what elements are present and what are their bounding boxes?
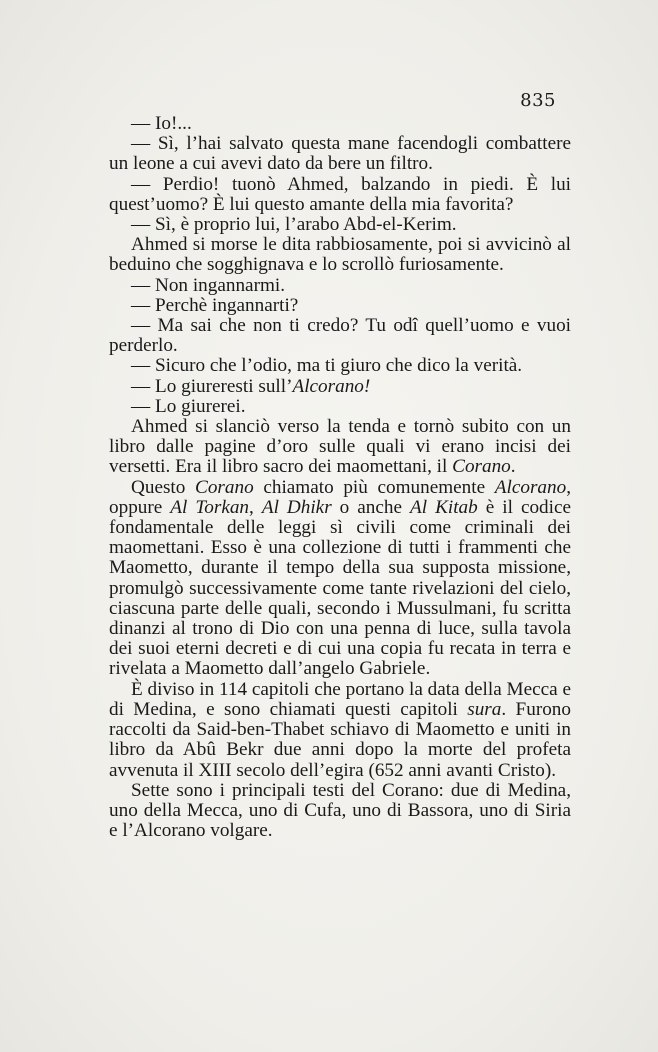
paragraph-13-segment: Alcorano — [494, 476, 567, 498]
body-text — [109, 114, 571, 841]
paragraph-13-segment: Questo — [131, 476, 196, 498]
paragraph-2: — Sì, l’hai salvato questa mane facendogli combattere un leone a cui avevi dato da bere un filtro. — [109, 133, 571, 175]
paragraph-1: — Io!... — [131, 113, 192, 134]
paragraph-13-segment: Corano — [195, 476, 254, 498]
paragraph-10-before: — Lo giureresti sull’ — [131, 375, 293, 397]
paragraph-14-segment: sura — [467, 698, 502, 720]
paragraph-13-segment: , — [249, 496, 262, 518]
paragraph-4: — Sì, è proprio lui, l’arabo Abd-el-Kerim. — [131, 214, 457, 236]
paragraph-13-segment: o anche — [331, 496, 411, 518]
paragraph-12-italic: Corano — [452, 456, 511, 478]
paragraph-13 — [109, 478, 571, 680]
paragraph-3: — Perdio! tuonò Ahmed, balzando in piedi. È lui quest’uomo? È lui questo amante della mia favorita? — [109, 173, 571, 215]
page-number: 835 — [520, 90, 556, 111]
paragraph-6: — Non ingannarmi. — [131, 274, 286, 296]
paragraph-7: — Perchè ingannarti? — [131, 294, 299, 316]
paragraph-9: — Sicuro che l’odio, ma ti giuro che dico la verità. — [131, 355, 523, 377]
paragraph-13-segment: Al Torkan — [170, 496, 250, 518]
paragraph-15: Sette sono i principali testi del Corano: due di Medina, uno della Mecca, uno di Cufa, uno di Bassora, uno di Siria e l’Alcorano volgare. — [109, 779, 571, 842]
paragraph-10 — [109, 377, 571, 397]
paragraph-12-before: Ahmed si slanciò verso la tenda e tornò subito con un libro dalle pagine d’oro sulle quali vi erano incisi dei versetti. Era il libro sacro dei maomettani, il — [109, 416, 571, 478]
paragraph-10-italic: Alcorano! — [292, 375, 371, 397]
paragraph-5: Ahmed si morse le dita rabbiosamente, poi si avvicinò al beduino che sogghignava e lo scrollò furiosamente. — [109, 234, 571, 276]
paragraph-8: — Ma sai che non ti credo? Tu odî quell’uomo e vuoi perderlo. — [109, 315, 571, 357]
paragraph-13-segment: Al Dhikr — [261, 496, 332, 518]
paragraph-11: — Lo giurerei. — [131, 395, 246, 417]
paragraph-12 — [109, 417, 571, 478]
paragraph-13-segment: è il codice fondamentale delle leggi sì civili come criminali dei maomettani. Esso è una collezione di tutti i frammenti che Maometto, durante il tempo della sua supposta missione, promulgò successivamente come tante rivelazioni del cielo, ciascuna parte delle quali, secondo i Mussulmani, fu scritta dinanzi al trono di Dio con una penna di luce, sulla tavola dei suoi eterni decreti e di cui una copia fu recata in terra e rivelata a Maometto dall’angelo Gabriele. — [109, 496, 572, 680]
paragraph-13-segment: chiamato più comunemente — [253, 476, 495, 498]
paragraph-12-after: . — [510, 456, 516, 478]
paragraph-14 — [109, 680, 571, 781]
paragraph-13-segment: , oppure — [109, 476, 572, 518]
paragraph-14-segment: . Furono raccolti da Said-ben-Thabet schiavo di Maometto e uniti in libro da Abû Bekr due anni dopo la morte del profeta avvenuta il XIII secolo dell’egira (652 anni avanti Cristo). — [109, 698, 571, 781]
paragraph-14-segment: È diviso in 114 capitoli che portano la data della Mecca e di Medina, e sono chiamati questi capitoli — [109, 678, 571, 720]
paragraph-13-segment: Al Kitab — [410, 496, 478, 518]
